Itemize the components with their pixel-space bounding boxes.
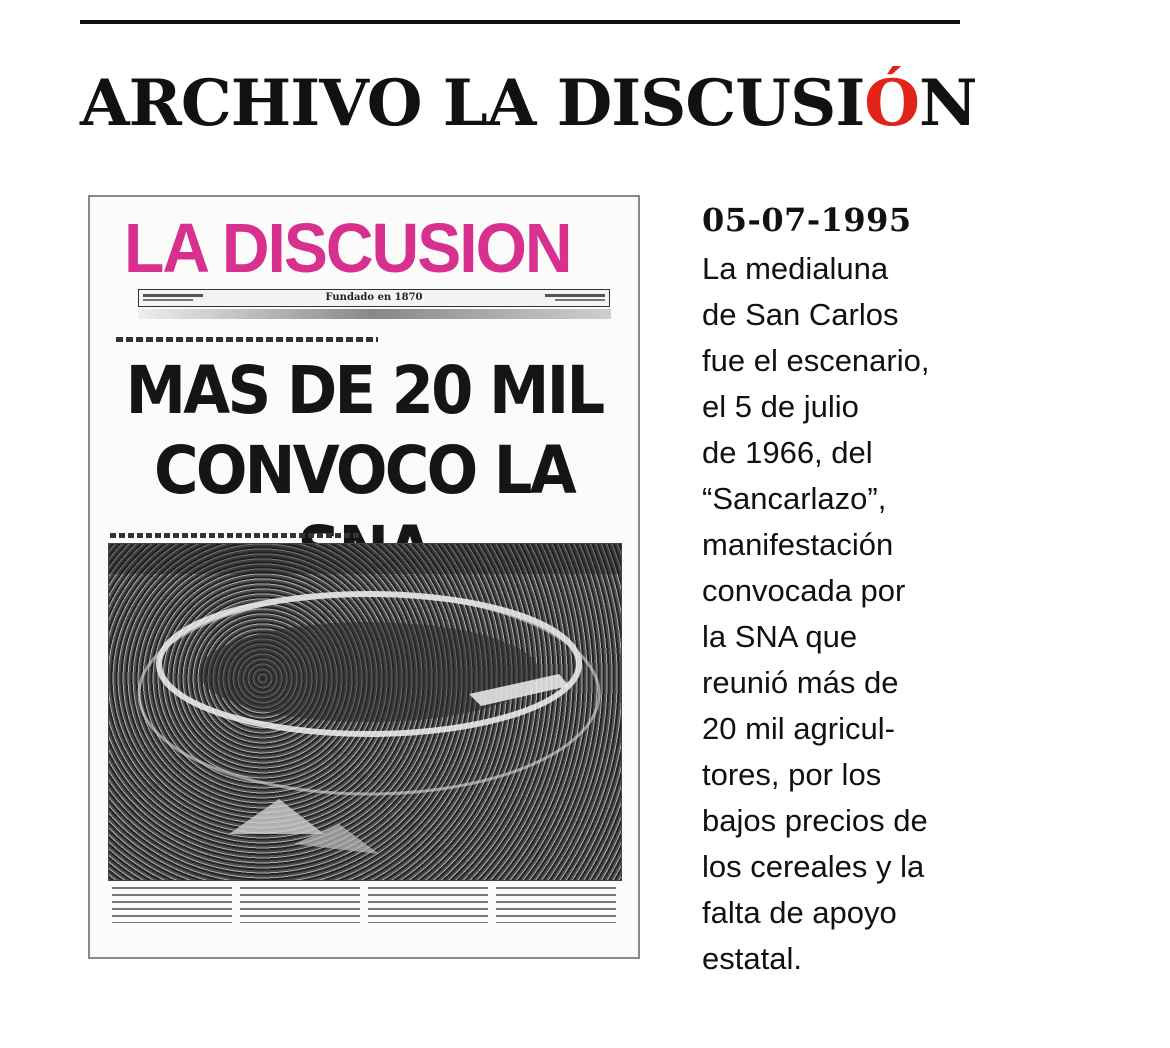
masthead-gradient-bar xyxy=(138,309,611,319)
headline-line-1: MAS DE 20 MIL xyxy=(125,352,603,429)
body-column-4 xyxy=(496,887,616,923)
masthead-info-bar xyxy=(138,289,610,307)
body-column-1 xyxy=(112,887,232,923)
newspaper-masthead: LA DISCUSION xyxy=(124,209,571,287)
blurb-line: reunió más de xyxy=(702,665,899,700)
headline-kicker xyxy=(116,337,378,342)
blurb-line: fue el escenario, xyxy=(702,343,930,378)
blurb-line: estatal. xyxy=(702,941,802,976)
blurb-line: de San Carlos xyxy=(702,297,899,332)
stadium-illustration xyxy=(109,544,621,880)
blurb-line: bajos precios de xyxy=(702,803,928,838)
blurb-line: el 5 de julio xyxy=(702,389,859,424)
section-title-main: ARCHIVO LA DISCUSI xyxy=(80,66,865,141)
blurb-line: convocada por xyxy=(702,573,906,608)
top-rule xyxy=(80,20,960,24)
blurb-line: de 1966, del xyxy=(702,435,873,470)
body-column-3 xyxy=(368,887,488,923)
edition-info-right xyxy=(545,294,605,297)
body-column-2 xyxy=(240,887,360,923)
article-blurb xyxy=(702,246,962,982)
blurb-line: La medialuna xyxy=(702,251,889,286)
blurb-line: los cereales y la xyxy=(702,849,925,884)
photo-caption-line xyxy=(110,533,360,538)
blurb-line: la SNA que xyxy=(702,619,858,654)
edition-info-right-2 xyxy=(555,299,605,301)
blurb-line: “Sancarlazo”, xyxy=(702,481,887,516)
section-title-accent: Ó xyxy=(864,66,919,141)
blurb-line: 20 mil agricul- xyxy=(702,711,895,746)
blurb-line: manifestación xyxy=(702,527,894,562)
crowd-photo xyxy=(108,543,622,881)
headline-line-2: CONVOCO LA xyxy=(154,432,574,509)
article-date: 05-07-1995 xyxy=(702,201,912,239)
newspaper-clipping xyxy=(88,195,640,959)
blurb-line: tores, por los xyxy=(702,757,882,792)
section-title-end: N xyxy=(919,66,977,141)
section-title xyxy=(80,66,977,141)
masthead-slogan: Fundado en 1870 xyxy=(325,292,423,303)
blurb-line: falta de apoyo xyxy=(702,895,897,930)
article-body-columns xyxy=(112,887,618,923)
archive-caption xyxy=(702,200,962,982)
